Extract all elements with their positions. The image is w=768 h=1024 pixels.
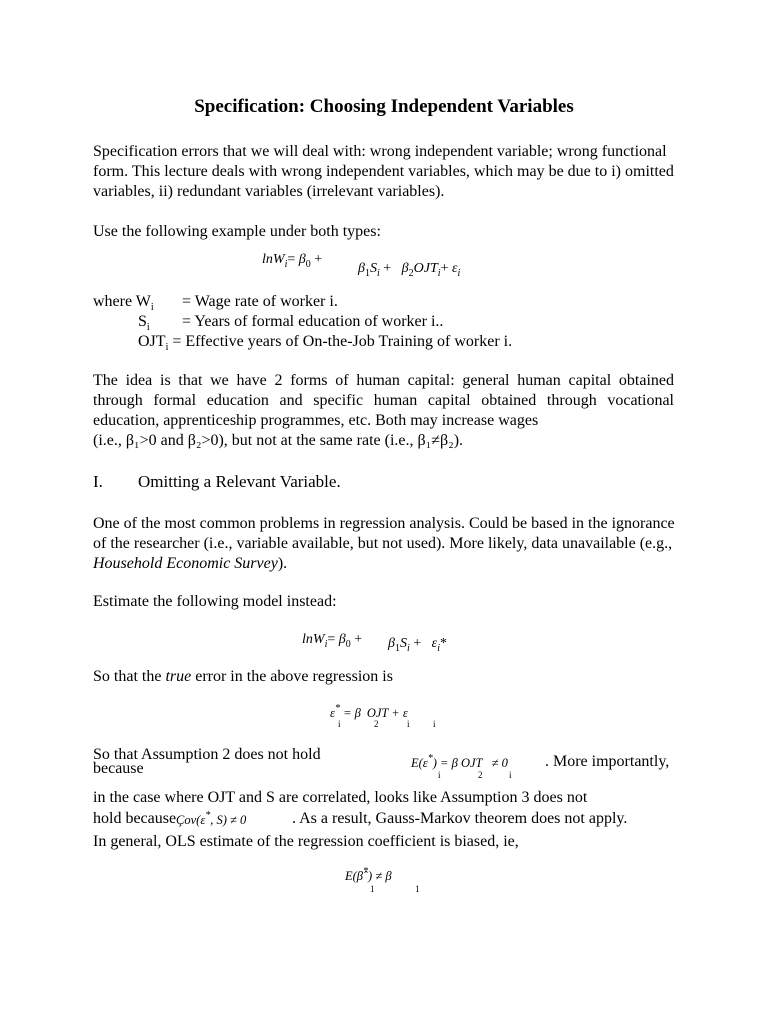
equation-expectation-error: E(ε*) = β OJT ≠ 0 i 2 i xyxy=(411,753,512,780)
assumption2-tail: . More importantly, xyxy=(545,753,670,770)
idea-paragraph-tail: (i.e., β₁>0 and β₂>0), but not at the same rate (i.e., β₁≠β₂). xyxy=(93,432,464,449)
page-title: Specification: Choosing Independent Variables xyxy=(194,96,574,117)
equation-restricted-model: $\ln W_i= \beta_0$ + xyxy=(302,632,363,650)
assumption2-line2: because xyxy=(93,760,144,777)
equation-wage-model: $\ln W_i= \beta_0$ + xyxy=(262,252,323,270)
definition-schooling: $S_i$ xyxy=(138,313,150,333)
definition-schooling-text: = Years of formal education of worker i.. xyxy=(182,313,444,330)
idea-paragraph: The idea is that we have 2 forms of human capital: general human capital obtained through formal education and specific human capital obtained through vocational education, apprenticeship programmes, etc. Both may increase wages xyxy=(93,372,674,429)
omit-paragraph: One of the most common problems in regression analysis. Could be based in the ignorance of the researcher (i.e., variable available, but not used). More likely, data unavailable (e.g., Household Economic Survey). xyxy=(93,515,675,572)
definition-wage-text: = Wage rate of worker i. xyxy=(182,293,338,310)
section-heading: Omitting a Relevant Variable. xyxy=(138,472,341,491)
equation-covariance: Çov(ε*, S) ≠ 0 xyxy=(176,810,247,827)
equation-bias: E(β̂*) ≠ β 1 1 xyxy=(345,866,420,894)
equation-true-error: ε* = β OJT + ε i 2 i i xyxy=(330,703,436,729)
definition-ojt: $OJT_i$ = Effective years of On-the-Job Training of worker i. xyxy=(138,333,513,353)
equation-wage-model-rhs: $\beta_1S_i + \beta_2OJT_i+ \varepsilon_i$ xyxy=(358,261,461,279)
assumption3-line2-lead: hold because xyxy=(93,810,177,827)
estimate-lead: Estimate the following model instead: xyxy=(93,593,337,610)
intro-paragraph: Specification errors that we will deal with: wrong independent variable; wrong functional form. This lecture deals with wrong independent variables, which may be due to i) omitted variables, ii) redundant variables (irrelevant variables). xyxy=(93,143,674,200)
definition-wage: where $W_i$ xyxy=(93,293,154,313)
assumption3-line1: in the case where OJT and S are correlated, looks like Assumption 3 does not xyxy=(93,789,588,806)
eq1-lhs: lnW xyxy=(262,252,285,267)
assumption3-line2-tail: . As a result, Gauss-Markov theorem does not apply. xyxy=(292,810,628,827)
survey-name: Household Economic Survey xyxy=(93,555,278,572)
section-number: I. xyxy=(93,472,103,491)
true-error-lead: So that the true error in the above regression is xyxy=(93,668,393,685)
general-paragraph: In general, OLS estimate of the regression coefficient is biased, ie, xyxy=(93,833,519,850)
equation-restricted-model-rhs: $\beta_1S_i + \varepsilon_i*$ xyxy=(388,636,447,654)
example-lead: Use the following example under both types: xyxy=(93,223,381,240)
assumption2-line1: So that Assumption 2 does not hold xyxy=(93,746,321,763)
